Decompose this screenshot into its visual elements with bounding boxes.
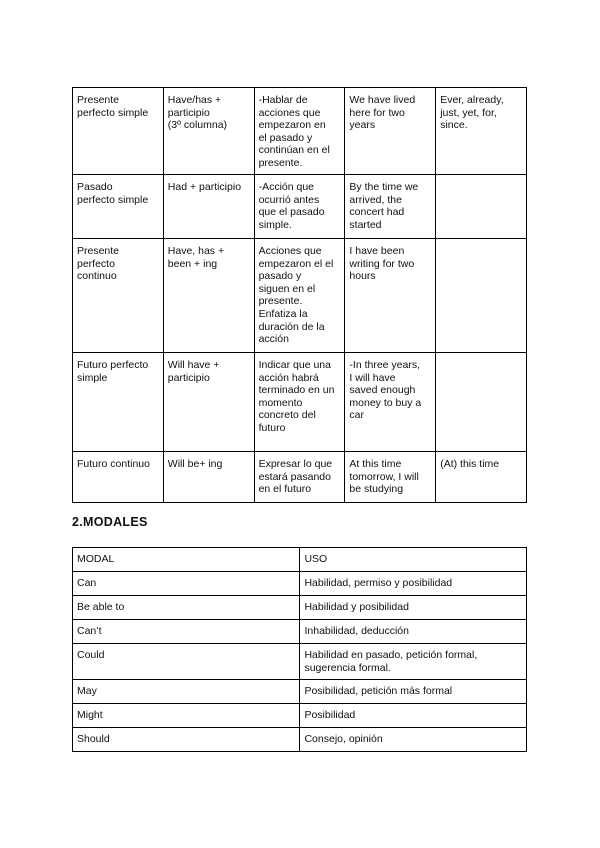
form-cell: Have, has + been + ing bbox=[163, 239, 254, 353]
section-heading: 2.MODALES bbox=[72, 515, 148, 529]
form-cell: Will have + participio bbox=[163, 353, 254, 452]
use-cell: Posibilidad, petición más formal bbox=[300, 680, 527, 704]
use-cell: Habilidad, permiso y posibilidad bbox=[300, 572, 527, 596]
form-cell: Will be+ ing bbox=[163, 452, 254, 503]
keywords-cell bbox=[436, 239, 527, 353]
table-header-row bbox=[73, 548, 527, 572]
table-row bbox=[73, 175, 527, 239]
example-cell: We have lived here for two years bbox=[345, 88, 436, 175]
modal-cell: May bbox=[73, 680, 300, 704]
modal-cell: Be able to bbox=[73, 596, 300, 620]
example-cell: I have been writing for two hours bbox=[345, 239, 436, 353]
table-row bbox=[73, 88, 527, 175]
modals-table bbox=[72, 547, 527, 752]
tense-cell: Presente perfecto continuo bbox=[73, 239, 164, 353]
tense-cell: Futuro perfecto simple bbox=[73, 353, 164, 452]
table-row bbox=[73, 728, 527, 752]
use-cell: Indicar que una acción habrá terminado en un momento concreto del futuro bbox=[254, 353, 345, 452]
use-cell: -Hablar de acciones que empezaron en el pasado y continúan en el presente. bbox=[254, 88, 345, 175]
modal-cell: Can bbox=[73, 572, 300, 596]
table-row bbox=[73, 452, 527, 503]
modal-cell: Should bbox=[73, 728, 300, 752]
use-cell: Habilidad en pasado, petición formal, sugerencia formal. bbox=[300, 644, 527, 680]
example-cell: At this time tomorrow, I will be studying bbox=[345, 452, 436, 503]
table-row bbox=[73, 572, 527, 596]
use-cell: Posibilidad bbox=[300, 704, 527, 728]
table-row bbox=[73, 620, 527, 644]
form-cell: Had + participio bbox=[163, 175, 254, 239]
table-row bbox=[73, 353, 527, 452]
table-row bbox=[73, 644, 527, 680]
use-cell: -Acción que ocurrió antes que el pasado simple. bbox=[254, 175, 345, 239]
use-cell: Habilidad y posibilidad bbox=[300, 596, 527, 620]
table-row bbox=[73, 239, 527, 353]
form-cell: Have/has + participio (3º columna) bbox=[163, 88, 254, 175]
table-row bbox=[73, 596, 527, 620]
modal-cell: Can’t bbox=[73, 620, 300, 644]
verb-tenses-table bbox=[72, 87, 527, 503]
keywords-cell: Ever, already, just, yet, for, since. bbox=[436, 88, 527, 175]
keywords-cell: (At) this time bbox=[436, 452, 527, 503]
use-cell: Acciones que empezaron el el pasado y siguen en el presente. Enfatiza la duración de la acción bbox=[254, 239, 345, 353]
tense-cell: Presente perfecto simple bbox=[73, 88, 164, 175]
header-modal-cell: MODAL bbox=[73, 548, 300, 572]
table-row bbox=[73, 704, 527, 728]
tense-cell: Futuro continuo bbox=[73, 452, 164, 503]
table-row bbox=[73, 680, 527, 704]
keywords-cell bbox=[436, 175, 527, 239]
use-cell: Inhabilidad, deducción bbox=[300, 620, 527, 644]
example-cell: By the time we arrived, the concert had started bbox=[345, 175, 436, 239]
use-cell: Expresar lo que estará pasando en el futuro bbox=[254, 452, 345, 503]
example-cell: -In three years, I will have saved enough money to buy a car bbox=[345, 353, 436, 452]
use-cell: Consejo, opinión bbox=[300, 728, 527, 752]
header-use-cell: USO bbox=[300, 548, 527, 572]
modal-cell: Could bbox=[73, 644, 300, 680]
tense-cell: Pasado perfecto simple bbox=[73, 175, 164, 239]
modal-cell: Might bbox=[73, 704, 300, 728]
keywords-cell bbox=[436, 353, 527, 452]
